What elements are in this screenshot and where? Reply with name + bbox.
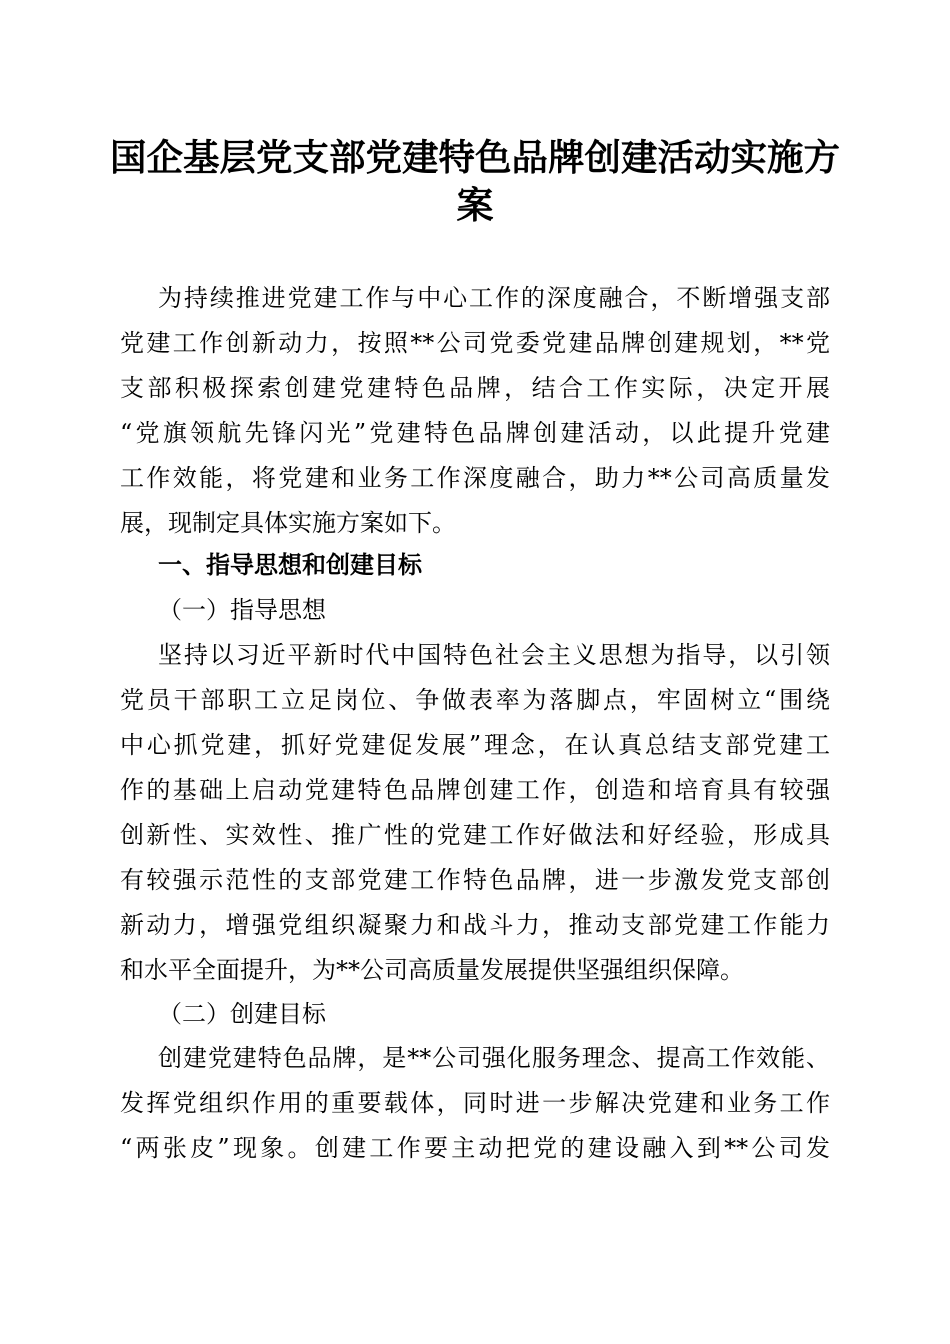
document-title-continued: 案 (456, 183, 494, 227)
paragraph-line: 发挥党组织作用的重要载体，同时进一步解决党建和业务工作 (120, 1089, 830, 1117)
paragraph-line: 创建党建特色品牌，是**公司强化服务理念、提高工作效能、 (158, 1044, 830, 1072)
intro-line: 党建工作创新动力，按照**公司党委党建品牌创建规划，**党 (120, 329, 830, 357)
paragraph-line: 新动力，增强党组织凝聚力和战斗力，推动支部党建工作能力 (120, 911, 830, 939)
paragraph-line: “两张皮”现象。创建工作要主动把党的建设融入到**公司发 (120, 1134, 830, 1162)
intro-line: 工作效能，将党建和业务工作深度融合，助力**公司高质量发 (120, 464, 830, 492)
paragraph-line: 创新性、实效性、推广性的党建工作好做法和好经验，形成具 (120, 821, 830, 849)
paragraph-line: 和水平全面提升，为**公司高质量发展提供坚强组织保障。 (120, 956, 744, 984)
paragraph-line: 党员干部职工立足岗位、争做表率为落脚点，牢固树立“围绕 (120, 686, 830, 714)
paragraph-line: 有较强示范性的支部党建工作特色品牌，进一步激发党支部创 (120, 866, 830, 894)
subsection-heading: （二）创建目标 (158, 1000, 326, 1028)
intro-line: 展，现制定具体实施方案如下。 (120, 509, 456, 537)
subsection-heading: （一）指导思想 (158, 596, 326, 624)
paragraph-line: 作的基础上启动党建特色品牌创建工作，创造和培育具有较强 (120, 776, 830, 804)
section-heading: 一、指导思想和创建目标 (158, 551, 422, 579)
intro-line: 支部积极探索创建党建特色品牌，结合工作实际，决定开展 (120, 374, 830, 402)
intro-line: “党旗领航先锋闪光”党建特色品牌创建活动，以此提升党建 (120, 419, 830, 447)
paragraph-line: 坚持以习近平新时代中国特色社会主义思想为指导，以引领 (158, 641, 830, 669)
intro-line: 为持续推进党建工作与中心工作的深度融合，不断增强支部 (158, 284, 830, 312)
paragraph-line: 中心抓党建，抓好党建促发展”理念，在认真总结支部党建工 (120, 731, 830, 759)
document-title: 国企基层党支部党建特色品牌创建活动实施方 (110, 136, 840, 179)
